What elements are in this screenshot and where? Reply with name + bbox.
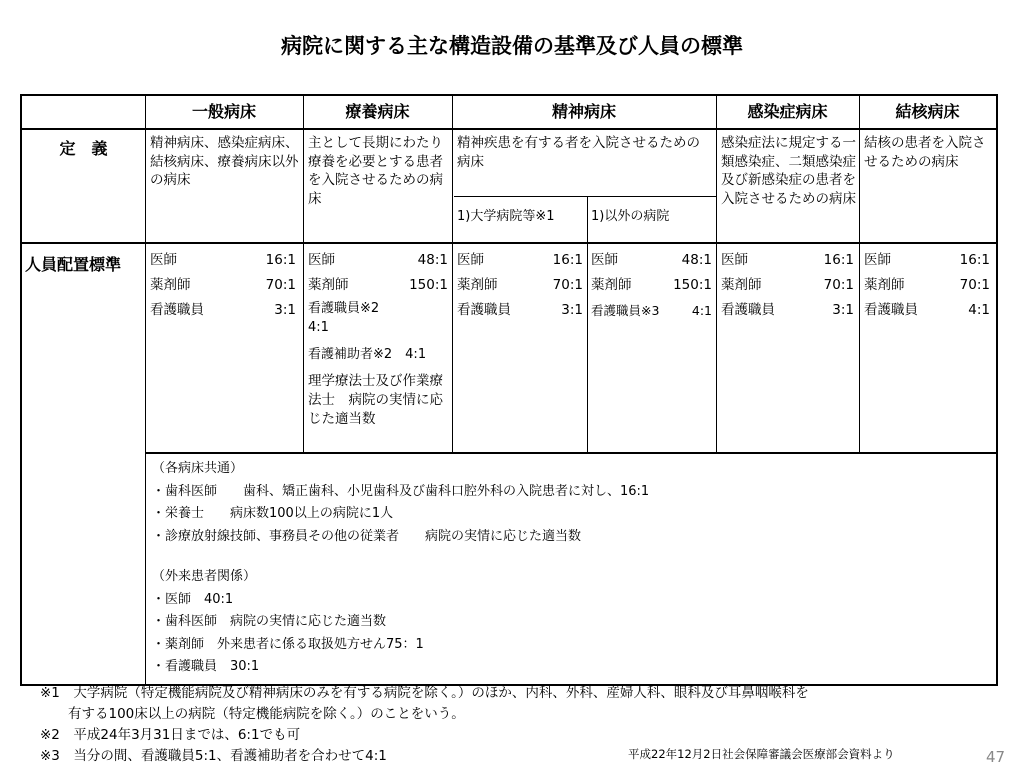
staff-ratio: 48:1 bbox=[681, 252, 712, 268]
staff-role: 医師 bbox=[864, 252, 891, 268]
staff-row bbox=[457, 298, 583, 323]
staff-ratio: 48:1 bbox=[417, 252, 448, 268]
footnote-1-continued: 有する100床以上の病院（特定機能病院を除く。）のことをいう。 bbox=[68, 706, 465, 722]
staff-row bbox=[150, 298, 296, 323]
staff-row bbox=[864, 298, 990, 323]
staff-role: 薬剤師 bbox=[864, 277, 905, 293]
staff-role: 看護職員 bbox=[457, 302, 511, 318]
col-divider bbox=[303, 96, 304, 452]
footnote-1: ※1 大学病院（特定機能病院及び精神病床のみを有する病院を除く。）のほか、内科、外科、産婦人科、眼科及び耳鼻咽喉科を bbox=[40, 685, 809, 701]
page-title: 病院に関する主な構造設備の基準及び人員の標準 bbox=[281, 34, 743, 58]
ryoyo-therapist: 理学療法士及び作業療法士 病院の実情に応じた適当数 bbox=[308, 373, 443, 427]
staff-ratio: 3:1 bbox=[832, 302, 854, 318]
outpatient-heading: （外来患者関係） bbox=[152, 569, 257, 584]
staff-row bbox=[591, 298, 712, 323]
staffing-tb bbox=[864, 248, 990, 323]
staff-row bbox=[308, 273, 448, 298]
common-heading: （各病床共通） bbox=[152, 461, 244, 476]
staff-ratio: 70:1 bbox=[552, 277, 583, 293]
staff-role: 薬剤師 bbox=[721, 277, 762, 293]
staffing-psych-univ bbox=[457, 248, 583, 323]
staff-row bbox=[308, 248, 448, 273]
list-item: ・歯科医師 病院の実情に応じた適当数 bbox=[152, 614, 387, 629]
staff-ratio: 4:1 bbox=[308, 319, 329, 335]
definition-divider bbox=[22, 242, 996, 244]
staff-ratio: 3:1 bbox=[561, 302, 583, 318]
header-ryoyo: 療養病床 bbox=[345, 102, 410, 121]
staff-role: 薬剤師 bbox=[457, 277, 498, 293]
staff-row bbox=[721, 273, 854, 298]
list-item: ・薬剤師 外来患者に係る取扱処方せん75：1 bbox=[152, 636, 424, 652]
staffing-infect bbox=[721, 248, 854, 323]
staff-row bbox=[150, 273, 296, 298]
definition-infect: 感染症法に規定する一類感染症、二類感染症及び新感染症の患者を入院させるための病床 bbox=[721, 135, 856, 207]
header-general: 一般病床 bbox=[191, 102, 256, 121]
ryoyo-nurse bbox=[308, 300, 448, 337]
staff-role: 看護職員 bbox=[864, 302, 918, 318]
psych-sub-divider-top bbox=[454, 196, 716, 197]
staff-role: 医師 bbox=[457, 252, 484, 268]
staffing-psych-other bbox=[591, 248, 712, 323]
psych-sub-other: 1)以外の病院 bbox=[591, 209, 670, 224]
staff-row bbox=[721, 298, 854, 323]
staff-row bbox=[457, 273, 583, 298]
page-number: 47 bbox=[986, 748, 1006, 766]
definition-tb: 結核の患者を入院させるための病床 bbox=[864, 135, 986, 170]
spacer bbox=[152, 548, 649, 566]
header-divider bbox=[22, 128, 996, 130]
staff-role: 薬剤師 bbox=[591, 277, 632, 293]
staff-ratio: 70:1 bbox=[959, 277, 990, 293]
header-infect: 感染症病床 bbox=[747, 102, 828, 121]
list-item: ・歯科医師 歯科、矯正歯科、小児歯科及び歯科口腔外科の入院患者に対し、16:1 bbox=[152, 483, 650, 499]
staff-role: 看護職員 bbox=[150, 302, 204, 318]
staff-ratio: 150:1 bbox=[673, 277, 712, 293]
col-divider bbox=[859, 96, 860, 452]
staff-role: 看護職員※3 bbox=[591, 303, 660, 318]
staff-role: 薬剤師 bbox=[150, 277, 191, 293]
staff-ratio: 16:1 bbox=[959, 252, 990, 268]
staff-role: 医師 bbox=[591, 252, 618, 268]
footnote-2: ※2 平成24年3月31日までは、6:1でも可 bbox=[40, 727, 301, 743]
col-divider bbox=[716, 96, 717, 452]
staff-role: 看護職員 bbox=[721, 302, 775, 318]
staff-row bbox=[591, 248, 712, 273]
staff-role: 医師 bbox=[721, 252, 748, 268]
ryoyo-aide: 看護補助者※2 4:1 bbox=[308, 347, 427, 362]
row-label-staffing: 人員配置標準 bbox=[25, 255, 122, 274]
staffing-general bbox=[150, 248, 296, 323]
staff-ratio: 4:1 bbox=[691, 303, 712, 318]
staff-row bbox=[457, 248, 583, 273]
footnote-3: ※3 当分の間、看護職員5:1、看護補助者を合わせて4:1 bbox=[40, 748, 387, 764]
staff-role: 医師 bbox=[150, 252, 177, 268]
list-item: ・医師 40:1 bbox=[152, 591, 234, 607]
staff-row bbox=[591, 273, 712, 298]
list-item: ・診療放射線技師、事務員その他の従業者 病院の実情に応じた適当数 bbox=[152, 528, 582, 544]
staff-role: 看護職員※2 bbox=[308, 301, 380, 316]
staff-ratio: 16:1 bbox=[265, 252, 296, 268]
definition-psych: 精神疾患を有する者を入院させるための病床 bbox=[457, 135, 700, 170]
staff-row bbox=[150, 248, 296, 273]
row-label-definition: 定 義 bbox=[59, 139, 108, 158]
staff-row bbox=[864, 248, 990, 273]
standards-table bbox=[20, 94, 998, 686]
staff-row bbox=[864, 273, 990, 298]
staff-role: 医師 bbox=[308, 252, 335, 268]
staff-ratio: 16:1 bbox=[552, 252, 583, 268]
col-divider bbox=[452, 96, 453, 452]
staff-ratio: 70:1 bbox=[823, 277, 854, 293]
list-item: ・看護職員 30:1 bbox=[152, 659, 260, 674]
common-staffing bbox=[152, 458, 649, 679]
staff-ratio: 16:1 bbox=[823, 252, 854, 268]
definition-general: 精神病床、感染症病床、結核病床、療養病床以外の病床 bbox=[150, 135, 299, 188]
staff-ratio: 4:1 bbox=[968, 302, 990, 318]
col-divider bbox=[587, 196, 588, 452]
staffing-divider bbox=[145, 452, 996, 454]
col-divider bbox=[145, 96, 146, 684]
source-note: 平成22年12月2日社会保障審議会医療部会資料より bbox=[628, 747, 895, 761]
staff-row bbox=[721, 248, 854, 273]
staff-ratio: 150:1 bbox=[409, 277, 448, 293]
staffing-ryoyo bbox=[308, 248, 448, 298]
staff-role: 薬剤師 bbox=[308, 277, 349, 293]
header-psych: 精神病床 bbox=[551, 102, 616, 121]
staff-ratio: 3:1 bbox=[274, 302, 296, 318]
list-item: ・栄養士 病床数100以上の病院に1人 bbox=[152, 506, 394, 521]
psych-sub-univ: 1)大学病院等※1 bbox=[457, 209, 555, 224]
header-tb: 結核病床 bbox=[895, 102, 960, 121]
staff-ratio: 70:1 bbox=[265, 277, 296, 293]
definition-ryoyo: 主として長期にわたり療養を必要とする患者を入院させるための病床 bbox=[308, 135, 443, 207]
